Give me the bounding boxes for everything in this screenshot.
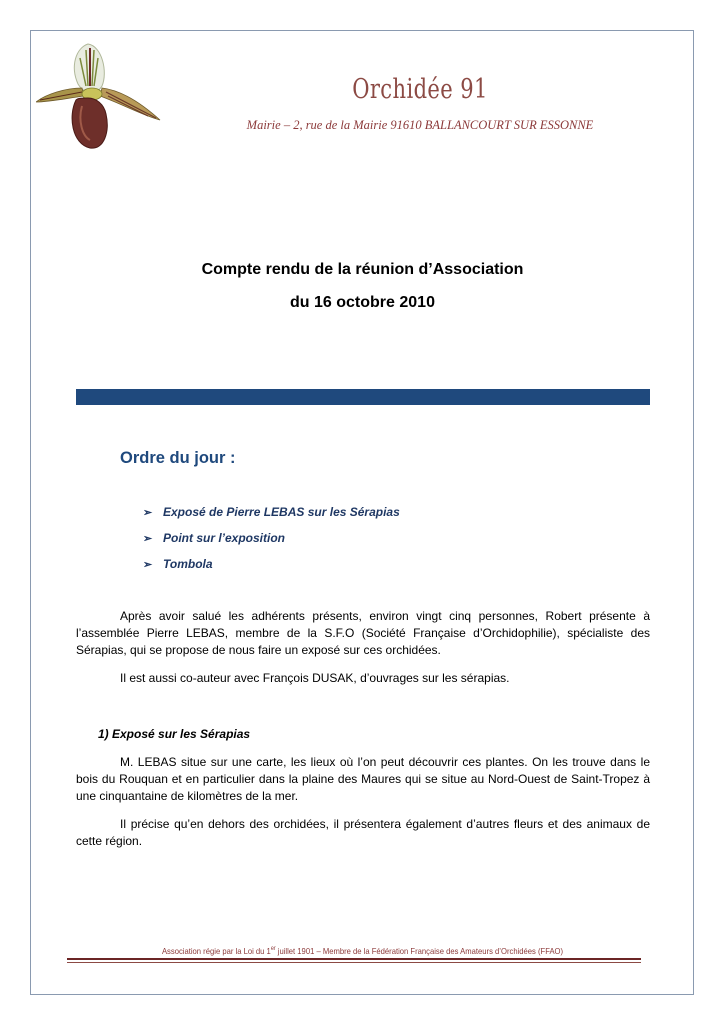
location-paragraph: M. LEBAS situe sur une carte, les lieux où l’on peut découvrir ces plantes. On les trouve dans le bois du Rouquan et en particulier dans la plaine des Maures qui se situe au Nord-Ouest de Saint-Tropez à une cinquantaine de kilomètres de la mer. [76, 755, 650, 803]
agenda-list [143, 505, 400, 583]
org-name: Orchidée 91 [352, 74, 488, 105]
section-divider-bar [76, 389, 650, 405]
page-subtitle-date: du 16 octobre 2010 [290, 294, 435, 311]
org-address: Mairie – 2, rue de la Mairie 91610 BALLANCOURT SUR ESSONNE [246, 118, 594, 132]
footer-note: Association régie par la Loi du 1er juillet 1901 – Membre de la Fédération Française des Amateurs d’Orchidées (FFAO) [161, 946, 564, 956]
intro-paragraph: Après avoir salué les adhérents présents, environ vingt cinq personnes, Robert présente à l’assemblée Pierre LEBAS, membre de la S.F.O (Société Française d’Orchidophilie), spécialiste des Sérapias, qui se propose de nous faire un exposé sur ces orchidées. [76, 609, 650, 657]
orchid-logo-icon [36, 36, 166, 152]
agenda-item-label: Exposé de Pierre LEBAS sur les Sérapias [163, 505, 400, 519]
arrow-bullet-icon: ➢ [143, 559, 153, 571]
list-item [143, 557, 400, 583]
footer-rule [67, 958, 641, 960]
coauthor-paragraph: Il est aussi co-auteur avec François DUSAK, d’ouvrages sur les sérapias. [120, 671, 510, 685]
section-heading: 1) Exposé sur les Sérapias [98, 727, 251, 741]
arrow-bullet-icon: ➢ [143, 533, 153, 545]
list-item [143, 505, 400, 531]
list-item [143, 531, 400, 557]
agenda-heading: Ordre du jour : [120, 449, 236, 467]
other-species-paragraph: Il précise qu’en dehors des orchidées, il présentera également d’autres fleurs et des animaux de cette région. [76, 817, 650, 848]
agenda-item-label: Tombola [163, 557, 213, 571]
footer-rule [67, 962, 641, 963]
agenda-item-label: Point sur l’exposition [163, 531, 286, 545]
arrow-bullet-icon: ➢ [143, 507, 153, 519]
page-title: Compte rendu de la réunion d’Association [201, 261, 524, 278]
